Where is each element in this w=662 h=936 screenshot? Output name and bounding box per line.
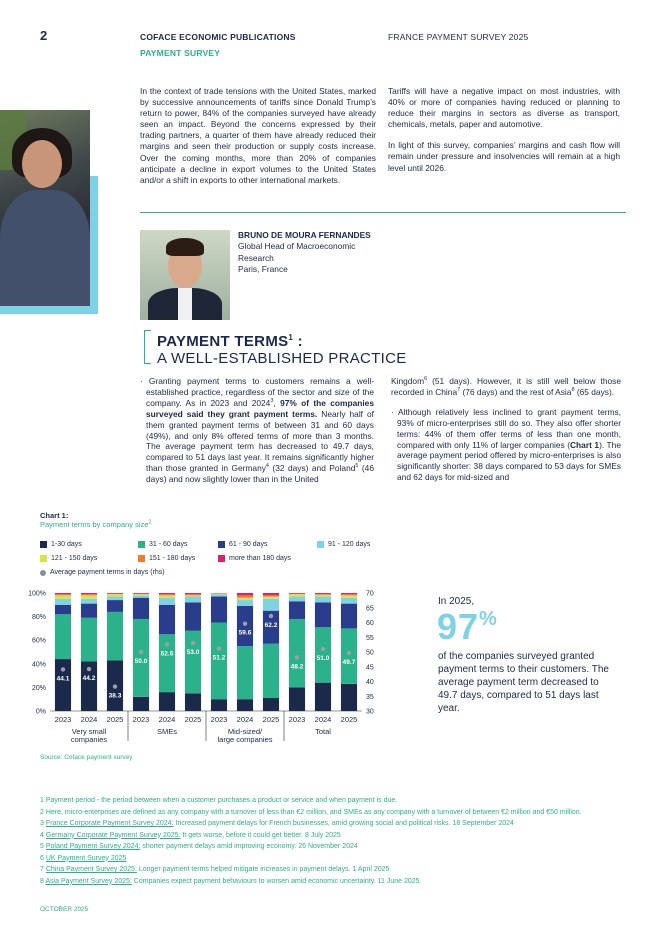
bar-segment <box>81 618 97 662</box>
bar-segment <box>289 601 305 619</box>
section-subtitle: A WELL-ESTABLISHED PRACTICE <box>157 350 407 367</box>
footnote-text: Here, micro-enterprises are defined as any company with a turnover of less than €2 million, and SMEs as any company with a turnover of between €2 million and €50 million. <box>45 808 582 816</box>
bar-segment <box>289 593 305 594</box>
bar-segment <box>81 594 97 595</box>
group-label: Mid-sized/ <box>227 727 263 736</box>
bar-segment <box>237 593 253 595</box>
average-marker <box>61 667 65 671</box>
bar-segment <box>133 697 149 711</box>
bar-segment <box>133 598 149 619</box>
footnote-number: 4 <box>40 831 46 839</box>
bar-segment <box>237 646 253 699</box>
average-marker <box>191 641 195 645</box>
average-data-label: 38.3 <box>108 692 122 700</box>
x-tick-label: 2023 <box>210 715 228 724</box>
footnotes <box>40 796 620 888</box>
footnote-number: 2 <box>40 808 46 816</box>
x-tick-label: 2023 <box>54 715 72 724</box>
average-marker <box>243 621 247 625</box>
intro-paragraph: In light of this survey, companies’ margins and cash flow will remain under pressure and insolvencies will remain at a high level until 2026. <box>388 140 620 173</box>
bar-segment <box>289 619 305 687</box>
photo-waitress <box>0 110 90 306</box>
bar-segment <box>237 595 253 597</box>
footnote-number: 1 <box>40 797 46 804</box>
footnote[interactable] <box>40 877 620 887</box>
legend-label: 61 - 90 days <box>229 541 268 548</box>
footnote-link[interactable]: China Payment Survey 2025: <box>45 866 137 873</box>
bar-segment <box>289 594 305 595</box>
x-tick-label: 2023 <box>288 715 306 724</box>
bar-segment <box>159 594 175 595</box>
y-tick-label-right: 40 <box>366 679 374 686</box>
average-marker <box>139 650 143 654</box>
bar-segment <box>159 595 175 597</box>
bar-segment <box>211 699 227 711</box>
x-tick-label: 2025 <box>340 715 358 724</box>
bar-segment <box>341 595 357 597</box>
publication-title: COFACE ECONOMIC PUBLICATIONS <box>140 32 296 42</box>
footnote-text: Payment period - the period between when a customer purchases a product or service and when payment is due. <box>45 797 398 804</box>
bar-segment <box>185 595 201 596</box>
y-tick-label-left: 100% <box>28 590 46 598</box>
x-tick-label: 2024 <box>314 715 332 724</box>
average-data-label: 59.6 <box>238 629 252 637</box>
y-tick-label-right: 30 <box>366 708 374 716</box>
average-data-label: 62.2 <box>264 622 278 630</box>
x-tick-label: 2025 <box>262 715 280 724</box>
bar-segment <box>315 602 331 627</box>
y-tick-label-left: 0% <box>35 708 46 716</box>
group-label: companies <box>70 735 108 744</box>
average-data-label: 48.2 <box>290 663 304 671</box>
average-marker <box>321 647 325 651</box>
legend-swatch <box>218 555 225 562</box>
bar-segment <box>263 595 279 596</box>
average-data-label: 53.0 <box>186 649 200 657</box>
legend-label: 31 - 60 days <box>149 541 188 548</box>
y-tick-label-right: 55 <box>366 634 374 642</box>
bar-segment <box>289 687 305 711</box>
footnote-number: 7 <box>40 866 46 873</box>
chart-source: Source: Coface payment survey <box>40 754 133 761</box>
intro-column-2 <box>388 86 620 174</box>
bar-segment <box>315 595 331 597</box>
footnote[interactable] <box>40 865 620 875</box>
average-data-label: 49.7 <box>342 658 356 666</box>
legend-dot <box>40 570 46 576</box>
author-role: Global Head of Macroeconomic Research <box>238 241 356 263</box>
bar-segment <box>315 597 331 603</box>
footnote-link[interactable]: Poland Payment Survey 2024: <box>45 843 141 850</box>
body-bullet-1: · Granting payment terms to customers remains a well-established practice, regardless of the sector and size of the company. As in 2023 and 2024$^3$, 97% of the companies surveyed said they grant payment terms. Nearly half of them granted payment terms of between 31 and 60 days (49%), and only 8% offered terms of more than 3 months. The average payment term has decreased to 49.7 days, compared to 51 days last year. It remains significantly higher than those granted in Germany$^4$ (32 days) and Poland$^5$ (46 days) and now slightly lower than in the United <box>140 376 374 485</box>
bar-segment <box>159 605 175 635</box>
average-data-label: 44.2 <box>82 675 96 683</box>
survey-title: FRANCE PAYMENT SURVEY 2025 <box>388 32 529 42</box>
page-number: 2 <box>40 28 48 43</box>
kpi-prefix: In 2025, <box>438 596 475 607</box>
bar-segment <box>211 597 227 623</box>
y-tick-label-left: 20% <box>31 684 46 692</box>
average-marker <box>217 646 221 650</box>
bar-segment <box>107 594 123 596</box>
footnote <box>40 796 620 806</box>
author-location: Paris, France <box>238 264 288 274</box>
bar-segment <box>159 692 175 711</box>
footnote-number: 8 <box>40 877 46 885</box>
author-details <box>238 241 388 276</box>
body-column-1 <box>140 376 374 485</box>
bar-segment <box>341 594 357 595</box>
chart-subtitle: Payment terms by company size$^2$ <box>40 519 152 529</box>
section-bracket <box>144 330 151 364</box>
average-marker <box>347 651 351 655</box>
y-tick-label-right: 35 <box>366 693 374 701</box>
section-divider <box>140 212 626 213</box>
footnote[interactable] <box>40 854 620 864</box>
footnote-number: 3 <box>40 820 46 827</box>
bar-segment <box>55 605 71 614</box>
legend-label: 121 - 150 days <box>51 555 98 562</box>
bar-segment <box>185 594 201 595</box>
legend-item-average <box>40 569 165 576</box>
footnote <box>40 808 620 818</box>
x-tick-label: 2025 <box>106 715 124 724</box>
average-data-label: 50.0 <box>134 658 148 665</box>
footnote-text: shorter payment delays amid improving economy. 26 November 2024 <box>140 843 358 850</box>
x-tick-label: 2024 <box>158 715 176 724</box>
bar-segment <box>107 612 123 660</box>
kpi-value: 97% <box>437 606 498 647</box>
legend-item <box>138 541 188 548</box>
bar-segment <box>81 604 97 618</box>
bar-segment <box>55 594 71 595</box>
bar-segment <box>55 599 71 605</box>
body-bullet-1-continued: Kingdom$^6$ (51 days). However, it is still well below those recorded in China$^7$ (76 days) and the rest of Asia$^8$ (65 days). <box>391 376 621 397</box>
legend-item <box>317 541 370 548</box>
legend-swatch <box>138 555 145 562</box>
bar-segment <box>315 593 331 594</box>
photo-accent-bar <box>90 176 98 314</box>
bar-segment <box>263 599 279 611</box>
x-tick-label: 2024 <box>236 715 254 724</box>
bar-segment <box>133 593 149 594</box>
y-tick-label-left: 80% <box>31 614 46 622</box>
footnote-link[interactable]: France Corporate Payment Survey 2024: <box>45 820 174 827</box>
average-data-label: 52.6 <box>160 650 174 658</box>
legend-label: 91 - 120 days <box>328 541 371 548</box>
footnote-link[interactable]: Asia Payment Survey 2025: <box>45 877 132 885</box>
footnote[interactable] <box>40 831 620 841</box>
legend-item <box>138 555 195 562</box>
average-marker <box>87 667 91 671</box>
y-tick-label-right: 70 <box>366 590 374 598</box>
footnote-link[interactable]: UK Payment Survey 2025 <box>45 854 127 862</box>
legend-swatch <box>40 555 47 562</box>
author-portrait <box>140 230 230 320</box>
bar-segment <box>315 594 331 595</box>
bar-segment <box>263 644 279 698</box>
legend-label: 1-30 days <box>51 541 82 548</box>
legend-swatch <box>138 541 145 548</box>
bar-segment <box>211 594 227 596</box>
kpi-text: of the companies surveyed granted payment terms to their customers. The average payment term decreased to 49.7 days, compared to 51 days last year. <box>438 651 609 714</box>
group-label: large companies <box>217 735 273 744</box>
intro-paragraph: Tariffs will have a negative impact on most industries, with 40% or more of companies having reduced or planning to reduce their margins in sectors as diverse as transport, chemicals, metals, paper and automotive. <box>388 86 620 130</box>
intro-paragraph: In the context of trade tensions with the United States, marked by successive announcements of tariffs since Donald Trump’s return to power, 84% of the companies surveyed have already seen an impact. Beyond the concerns expressed by their trading partners, a quarter of them have already reduced their margins and seen their production or supply costs increase. Over the coming months, more than 20% of companies anticipate a decline in export volumes to the United States and/or a shift in exports to other international markets. <box>140 86 376 185</box>
body-bullet-2: · Although relatively less inclined to grant payment terms, 93% of micro-enterprises still do so. They also offer shorter terms: 44% of them offer terms of less than one month, compared with only 11% of larger companies (Chart 1). The average payment period offered by micro-enterprises is also significantly shorter: 38 days compared to 53 days for SMEs and 62 days for mid-sized and <box>391 406 622 483</box>
group-label: Very small <box>71 727 107 736</box>
bar-segment <box>237 600 253 606</box>
bar-segment <box>159 598 175 605</box>
legend-swatch <box>317 541 324 548</box>
bar-segment <box>341 684 357 711</box>
photo-accent-bar-bottom <box>0 306 98 314</box>
bar-segment <box>55 595 71 599</box>
bar-segment <box>341 593 357 594</box>
y-tick-label-right: 50 <box>366 649 374 657</box>
bar-segment <box>185 693 201 711</box>
y-tick-label-right: 65 <box>366 605 374 613</box>
chart-plot <box>0 580 400 750</box>
bar-segment <box>341 598 357 604</box>
y-tick-label-right: 60 <box>366 620 374 627</box>
bar-segment <box>133 594 149 595</box>
legend-swatch <box>218 541 225 548</box>
x-tick-label: 2023 <box>132 715 150 724</box>
bar-segment <box>237 606 253 646</box>
bar-segment <box>159 593 175 594</box>
chart-title: Chart 1: <box>40 511 69 520</box>
footnote-text: It gets worse, before it could get better. 8 July 2025 <box>180 831 341 839</box>
bar-segment <box>341 604 357 629</box>
bar-segment <box>315 683 331 711</box>
y-tick-label-right: 45 <box>366 664 374 672</box>
bar-segment <box>263 698 279 711</box>
bar-segment <box>55 614 71 659</box>
author-name: BRUNO DE MOURA FERNANDES <box>238 230 371 240</box>
bar-segment <box>211 594 227 595</box>
intro-column-1 <box>140 86 376 186</box>
average-marker <box>295 655 299 659</box>
bar-segment <box>289 597 305 602</box>
section-title: PAYMENT TERMS$^1$ : <box>157 333 303 350</box>
bar-segment <box>55 593 71 594</box>
legend-item <box>40 555 97 562</box>
y-tick-label-left: 40% <box>31 661 46 669</box>
average-marker <box>165 642 169 646</box>
bar-segment <box>133 595 149 597</box>
bar-segment <box>81 593 97 594</box>
average-data-label: 44.1 <box>56 675 70 683</box>
bar-segment <box>81 595 97 599</box>
footnote[interactable] <box>40 842 620 852</box>
bar-segment <box>263 597 279 599</box>
bar-segment <box>185 597 201 603</box>
legend-label: Average payment terms in days (rhs) <box>50 569 165 576</box>
bar-segment <box>185 593 201 594</box>
bar-segment <box>107 600 123 612</box>
footer-date: OCTOBER 2025 <box>40 906 89 913</box>
bar-segment <box>55 659 71 711</box>
legend-item <box>40 541 82 548</box>
legend-label: 151 - 180 days <box>149 555 196 562</box>
bar-segment <box>185 602 201 630</box>
legend-item <box>218 541 268 548</box>
average-marker <box>113 684 117 688</box>
footnote-link[interactable]: Germany Corporate Payment Survey 2025: <box>45 831 181 839</box>
bar-segment <box>341 628 357 683</box>
bar-segment <box>107 594 123 595</box>
average-marker <box>269 614 273 618</box>
legend-item <box>218 555 291 562</box>
bar-segment <box>289 594 305 596</box>
y-tick-label-left: 60% <box>31 637 46 645</box>
legend-label: more than 180 days <box>229 555 291 562</box>
footnote-text: Companies expect payment behaviours to worsen amid economic uncertainty. 11 June 2025 <box>131 877 420 885</box>
average-data-label: 51.0 <box>316 655 330 663</box>
bar-segment <box>237 598 253 600</box>
x-tick-label: 2025 <box>184 715 202 724</box>
group-label: Total <box>315 727 331 736</box>
average-data-label: 51.2 <box>212 654 226 662</box>
bar-segment <box>133 594 149 595</box>
bar-segment <box>107 593 123 594</box>
bar-segment <box>107 597 123 601</box>
group-label: SMEs <box>156 727 178 736</box>
body-column-2 <box>391 376 621 483</box>
publication-subtitle: PAYMENT SURVEY <box>140 48 221 58</box>
bar-segment <box>81 599 97 604</box>
x-tick-label: 2024 <box>80 715 98 724</box>
legend-swatch <box>40 541 47 548</box>
bar-segment <box>263 593 279 595</box>
footnote[interactable] <box>40 819 620 829</box>
footnote-number: 5 <box>40 843 46 850</box>
bar-segment <box>237 699 253 711</box>
footnote-number: 6 <box>40 854 46 862</box>
footnote-text: Longer payment terms helped mitigate increases in payment delays. 1 April 2025 <box>136 866 390 873</box>
footnote-text: Increased payment delays for French businesses, amid growing social and political risks. 18 September 2024 <box>173 820 514 827</box>
bar-segment <box>185 631 201 694</box>
